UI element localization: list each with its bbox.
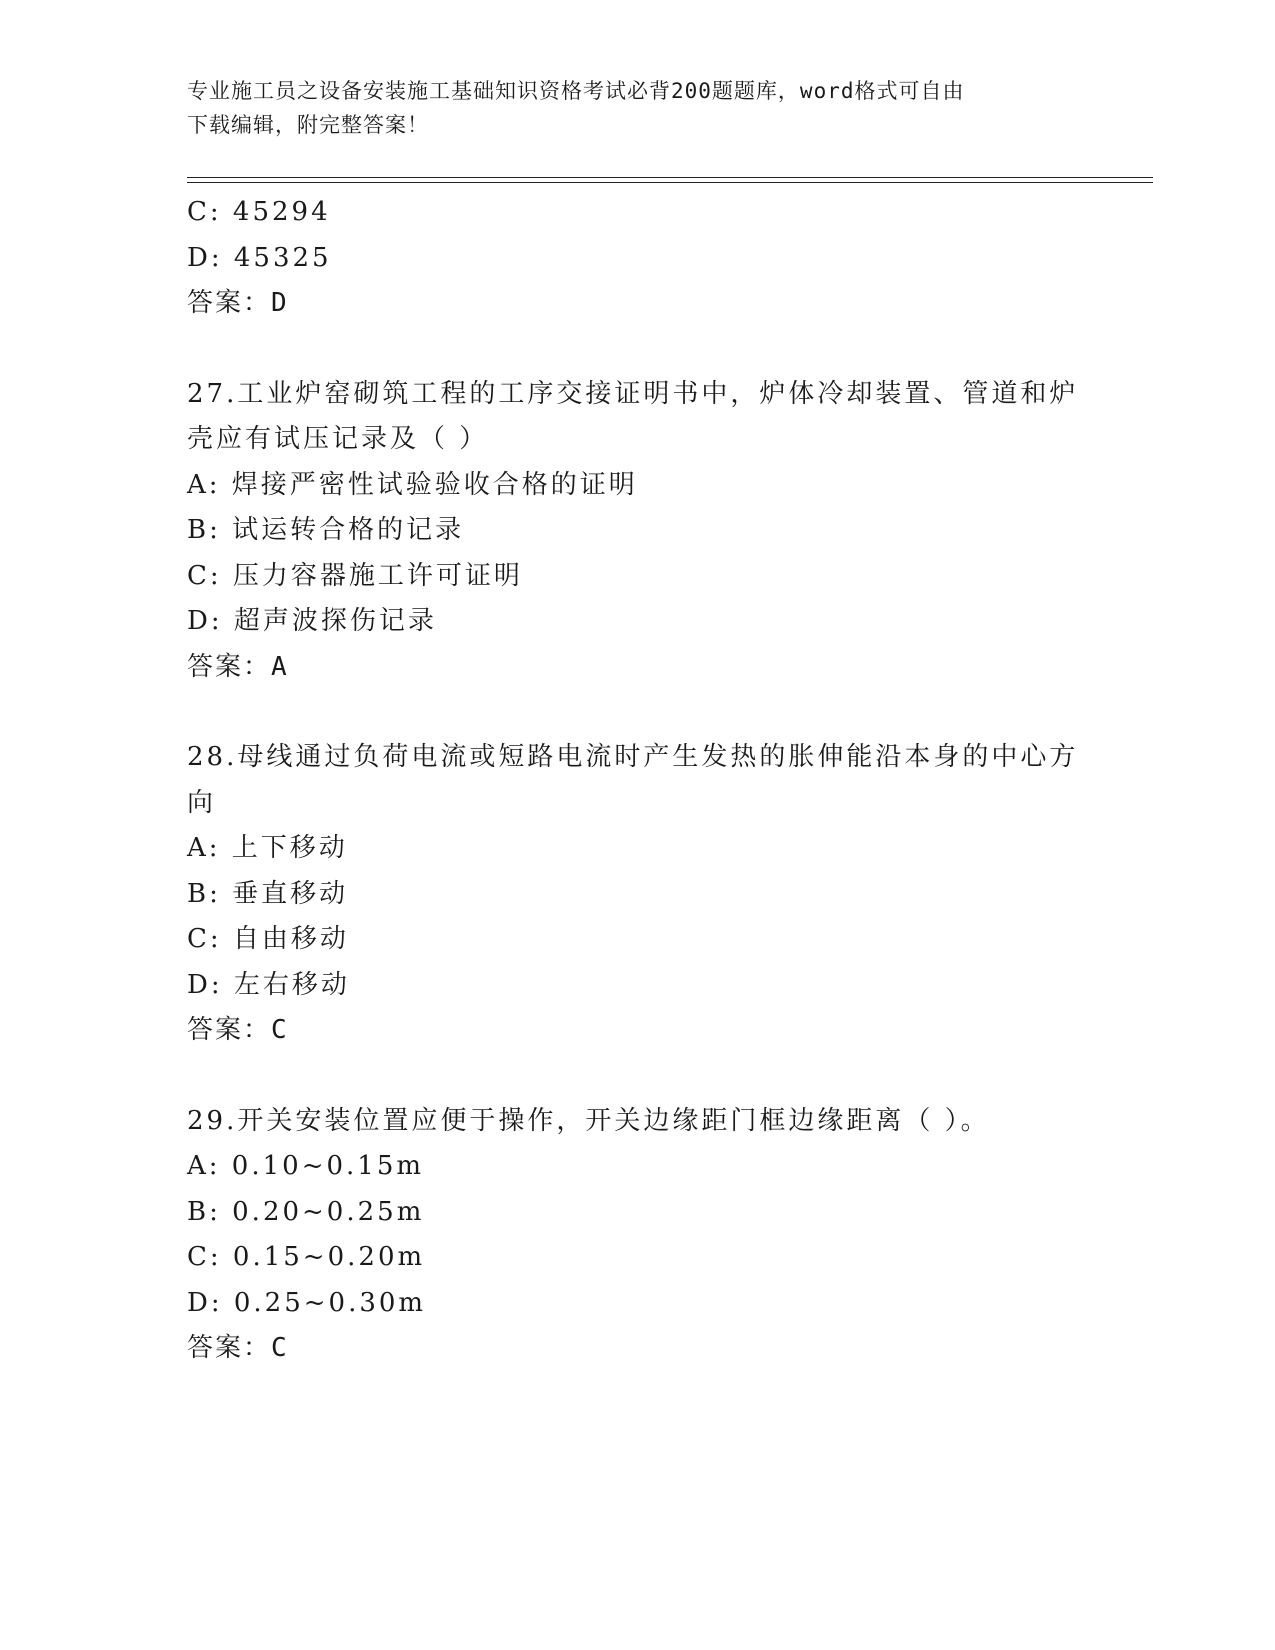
question-26: [187, 190, 1137, 327]
option-a: A: 0.10~0.15m: [187, 1151, 425, 1181]
header-divider-bottom: [187, 182, 1153, 183]
answer: 答案：C: [187, 1015, 289, 1045]
answer: 答案：C: [187, 1333, 289, 1363]
question-28: [187, 735, 1137, 1054]
option-c: C: 45294: [187, 197, 331, 227]
question-text-line-1: 28.母线通过负荷电流或短路电流时产生发热的胀伸能沿本身的中心方: [187, 742, 1079, 772]
answer: 答案：A: [187, 651, 289, 682]
document-header: [187, 74, 1087, 142]
option-c: C: 压力容器施工许可证明: [187, 560, 523, 591]
question-text-line-2: 壳应有试压记录及（ ）: [187, 424, 489, 454]
option-d: D: 0.25~0.30m: [187, 1287, 427, 1318]
header-title-line-2: 下载编辑，附完整答案！: [187, 113, 429, 137]
answer: 答案：D: [187, 288, 289, 318]
option-d: D: 45325: [187, 242, 332, 273]
question-text-line-2: 向: [187, 787, 217, 818]
question-29: [187, 1099, 1137, 1372]
question-27: [187, 372, 1137, 691]
question-list: [187, 190, 1137, 1372]
option-b: B: 0.20~0.25m: [187, 1196, 425, 1227]
option-b: B: 试运转合格的记录: [187, 515, 465, 545]
option-b: B: 垂直移动: [187, 878, 349, 909]
option-c: C: 0.15~0.20m: [187, 1242, 426, 1272]
option-d: D: 左右移动: [187, 969, 350, 1000]
header-divider-top: [187, 177, 1153, 178]
header-title-line-1: 专业施工员之设备安装施工基础知识资格考试必背200题题库，word格式可自由: [187, 79, 965, 103]
option-c: C: 自由移动: [187, 924, 349, 954]
option-a: A: 上下移动: [187, 833, 348, 863]
option-a: A: 焊接严密性试验验收合格的证明: [187, 469, 638, 500]
question-text-line-1: 27.工业炉窑砌筑工程的工序交接证明书中，炉体冷却装置、管道和炉: [187, 378, 1079, 409]
option-d: D: 超声波探伤记录: [187, 606, 437, 636]
question-text-line-1: 29.开关安装位置应便于操作，开关边缘距门框边缘距离（ ）。: [187, 1105, 990, 1136]
